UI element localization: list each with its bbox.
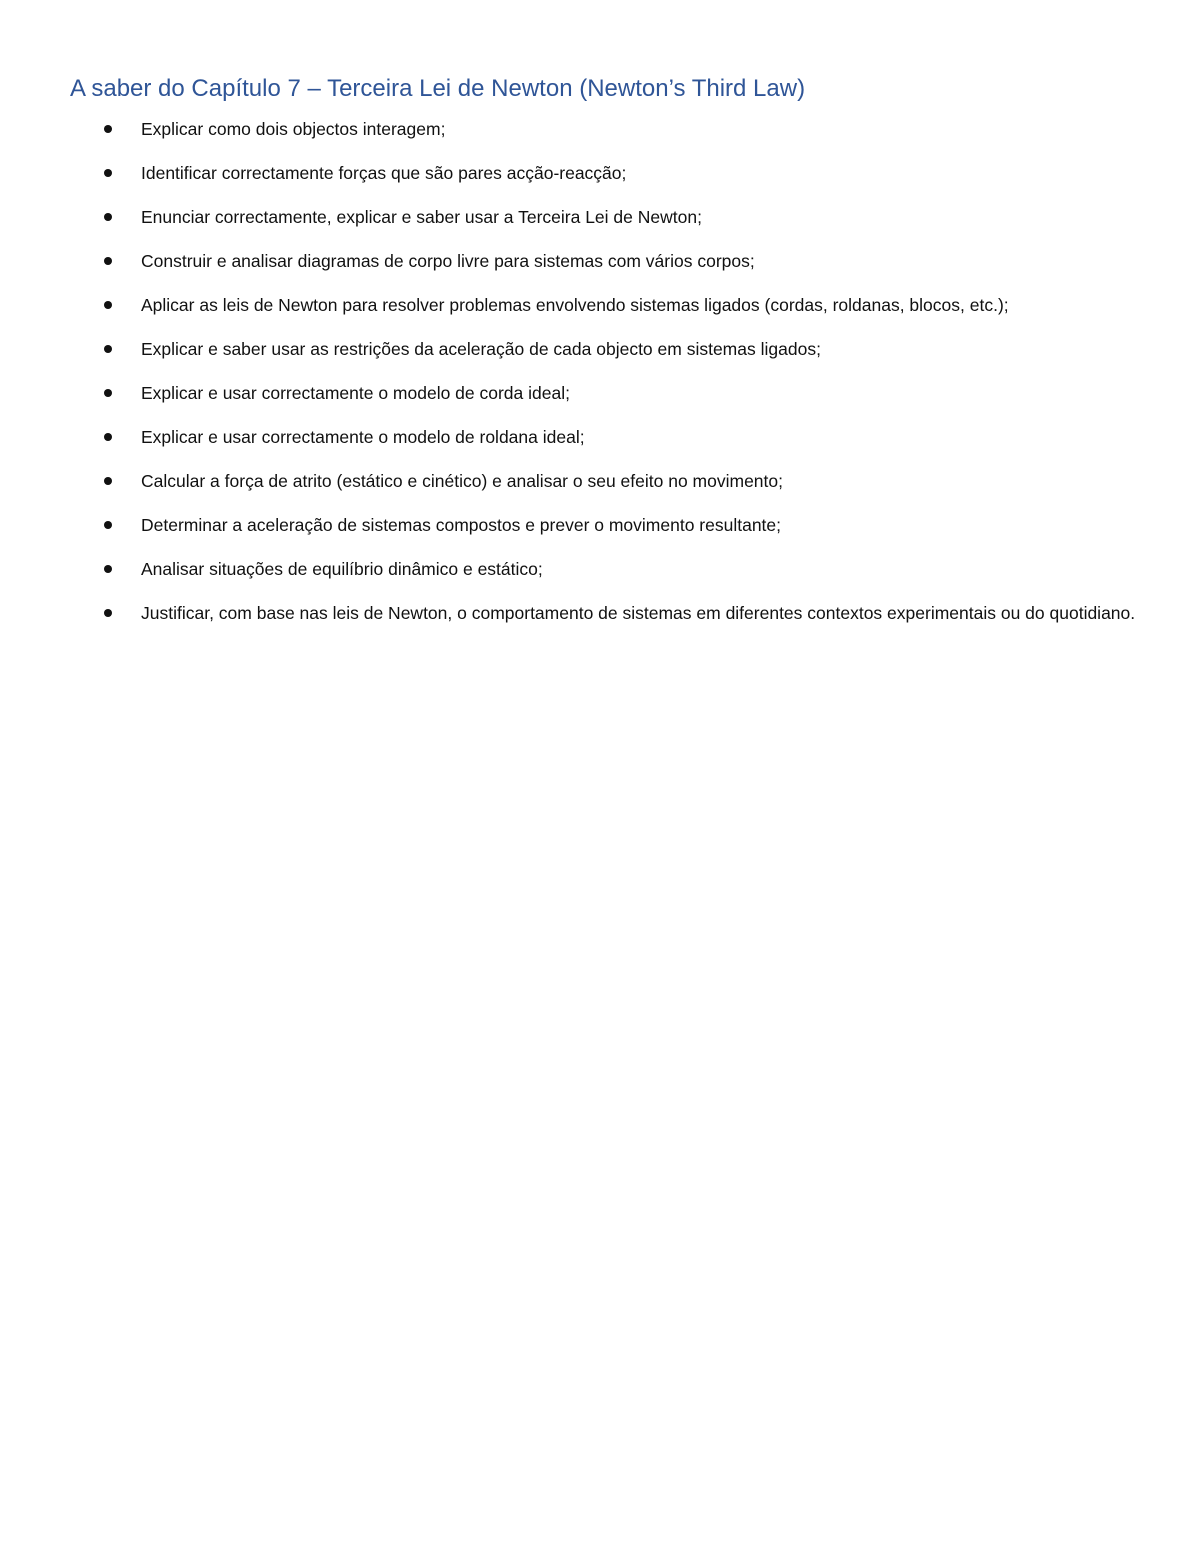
bullet-dot-icon: [104, 213, 112, 221]
list-item: [0, 202, 1200, 232]
bullet-dot-icon: [104, 609, 112, 617]
objectives-list: [0, 114, 1200, 642]
bullet-dot-icon: [104, 169, 112, 177]
list-item-text: Justificar, com base nas leis de Newton, o comportamento de sistemas em diferentes contextos experimentais ou do quotidiano.: [141, 603, 1136, 623]
list-item: [0, 158, 1200, 188]
bullet-dot-icon: [104, 477, 112, 485]
page-title: A saber do Capítulo 7 – Terceira Lei de Newton (Newton’s Third Law): [70, 75, 806, 102]
list-item: [0, 598, 1200, 628]
list-item: [0, 466, 1200, 496]
bullet-dot-icon: [104, 521, 112, 529]
list-item: [0, 422, 1200, 452]
list-item: [0, 114, 1200, 144]
bullet-dot-icon: [104, 565, 112, 573]
list-item-text: Aplicar as leis de Newton para resolver problemas envolvendo sistemas ligados (cordas, roldanas, blocos, etc.);: [141, 295, 1009, 315]
list-item-text: Calcular a força de atrito (estático e cinético) e analisar o seu efeito no movimento;: [141, 471, 783, 491]
list-item-text: Explicar e usar correctamente o modelo de roldana ideal;: [141, 427, 585, 447]
list-item-text: Identificar correctamente forças que são pares acção-reacção;: [141, 163, 627, 183]
list-item-text: Explicar e usar correctamente o modelo de corda ideal;: [141, 383, 570, 403]
list-item-text: Explicar como dois objectos interagem;: [141, 119, 446, 139]
list-item-text: Analisar situações de equilíbrio dinâmico e estático;: [141, 559, 543, 579]
list-item-text: Enunciar correctamente, explicar e saber usar a Terceira Lei de Newton;: [141, 207, 702, 227]
bullet-dot-icon: [104, 125, 112, 133]
list-item: [0, 554, 1200, 584]
bullet-dot-icon: [104, 345, 112, 353]
list-item: [0, 378, 1200, 408]
bullet-dot-icon: [104, 257, 112, 265]
list-item: [0, 510, 1200, 540]
list-item: [0, 334, 1200, 364]
bullet-dot-icon: [104, 301, 112, 309]
list-item-text: Explicar e saber usar as restrições da aceleração de cada objecto em sistemas ligados;: [141, 339, 821, 359]
list-item: [0, 290, 1200, 320]
list-item: [0, 246, 1200, 276]
bullet-dot-icon: [104, 389, 112, 397]
bullet-dot-icon: [104, 433, 112, 441]
list-item-text: Determinar a aceleração de sistemas compostos e prever o movimento resultante;: [141, 515, 782, 535]
list-item-text: Construir e analisar diagramas de corpo livre para sistemas com vários corpos;: [141, 251, 755, 271]
